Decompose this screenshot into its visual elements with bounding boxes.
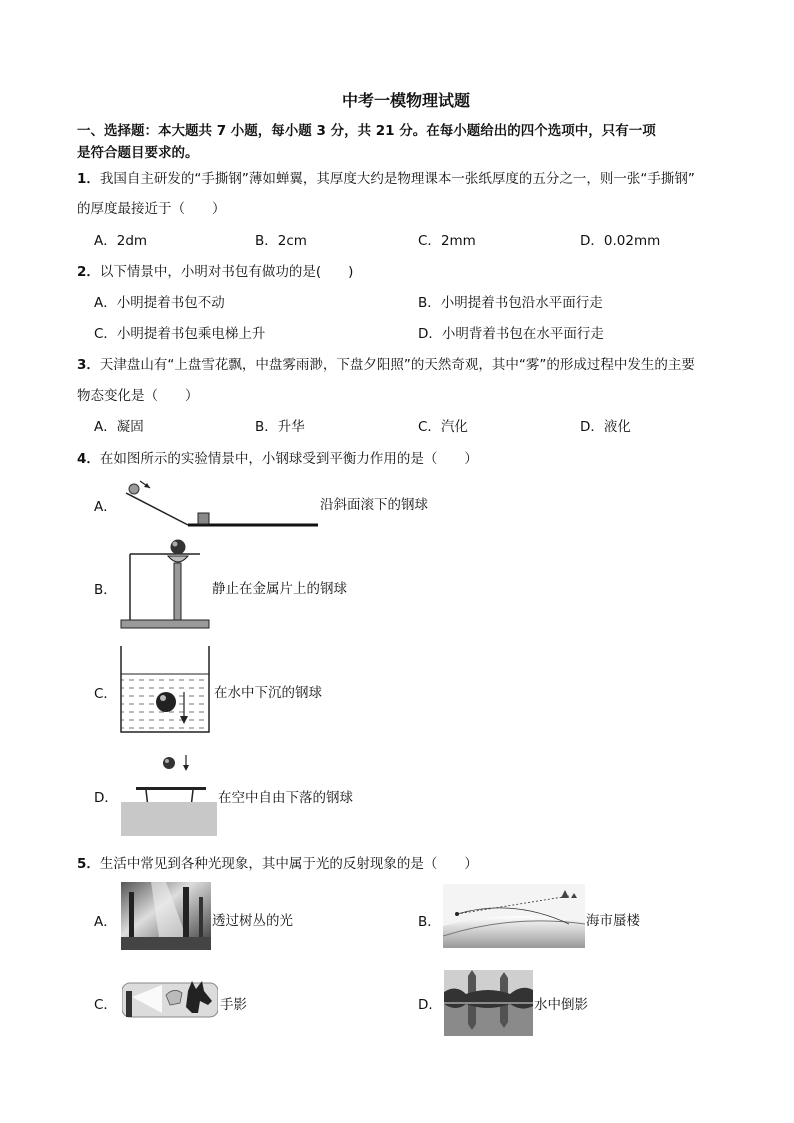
q3-option-c[interactable]: C．汽化 [418,419,468,435]
question-2-line1: 2．以下情景中，小明对书包有做功的是( ) [77,264,354,280]
water-beaker-ball-figure [118,644,213,736]
water-reflection-photo [444,970,533,1036]
q1-option-b[interactable]: B．2cm [255,233,307,249]
q2-option-d[interactable]: D．小明背着书包在水平面行走 [418,326,604,342]
q5-option-c-letter[interactable]: C． [94,997,117,1013]
section-heading-line2: 是符合题目要求的。 [77,145,199,161]
q5-option-a-letter[interactable]: A． [94,914,117,930]
question-3-line1: 3．天津盘山有“上盘雪花飘，中盘雾雨渺，下盘夕阳照”的天然奇观，其中“雾”的形成过程中发生的主要 [77,357,695,373]
metal-plate-ball-figure [118,538,213,633]
mirage-diagram [443,884,585,948]
q3-option-a[interactable]: A．凝固 [94,419,144,435]
q5-option-d-caption: 水中倒影 [534,997,588,1013]
q4-option-d-letter[interactable]: D． [94,790,118,806]
question-4-line1: 4．在如图所示的实验情景中，小钢球受到平衡力作用的是（ ） [77,451,478,467]
question-1-line2: 的厚度最接近于（ ） [77,201,226,217]
q1-option-a[interactable]: A．2dm [94,233,148,249]
section-heading-line1: 一、选择题：本大题共 7 小题，每小题 3 分，共 21 分。在每小题给出的四个选项中，只有一项 [77,123,656,139]
q4-option-d-caption: 在空中自由下落的钢球 [218,790,353,806]
q1-option-c[interactable]: C．2mm [418,233,476,249]
q4-option-c-letter[interactable]: C． [94,686,117,702]
q4-option-b-letter[interactable]: B． [94,582,117,598]
hand-shadow-picture [122,977,218,1023]
q4-option-a-letter[interactable]: A． [94,499,117,515]
incline-ball-figure [118,475,318,530]
q5-option-b-caption: 海市蜃楼 [586,913,640,929]
q5-option-c-caption: 手影 [220,997,247,1013]
q4-option-b-caption: 静止在金属片上的钢球 [212,581,347,597]
q2-option-a[interactable]: A．小明提着书包不动 [94,295,225,311]
q3-option-b[interactable]: B．升华 [255,419,305,435]
q5-option-d-letter[interactable]: D． [418,997,442,1013]
q2-option-c[interactable]: C．小明提着书包乘电梯上升 [94,326,266,342]
forest-light-photo [121,882,211,950]
free-fall-ball-figure [118,752,218,837]
question-5-line1: 5．生活中常见到各种光现象，其中属于光的反射现象的是（ ） [77,856,478,872]
q4-option-a-caption: 沿斜面滚下的钢球 [320,497,428,513]
q1-option-d[interactable]: D．0.02mm [580,233,661,249]
question-3-line2: 物态变化是（ ） [77,388,199,404]
q3-option-d[interactable]: D．液化 [580,419,631,435]
q2-option-b[interactable]: B．小明提着书包沿水平面行走 [418,295,603,311]
q5-option-a-caption: 透过树丛的光 [212,913,293,929]
q4-option-c-caption: 在水中下沉的钢球 [214,685,322,701]
q5-option-b-letter[interactable]: B． [418,914,441,930]
page-title: 中考一模物理试题 [342,91,471,110]
question-1-line1: 1．我国自主研发的“手撕钢”薄如蝉翼，其厚度大约是物理课本一张纸厚度的五分之一，则一张“手撕钢” [77,171,695,187]
